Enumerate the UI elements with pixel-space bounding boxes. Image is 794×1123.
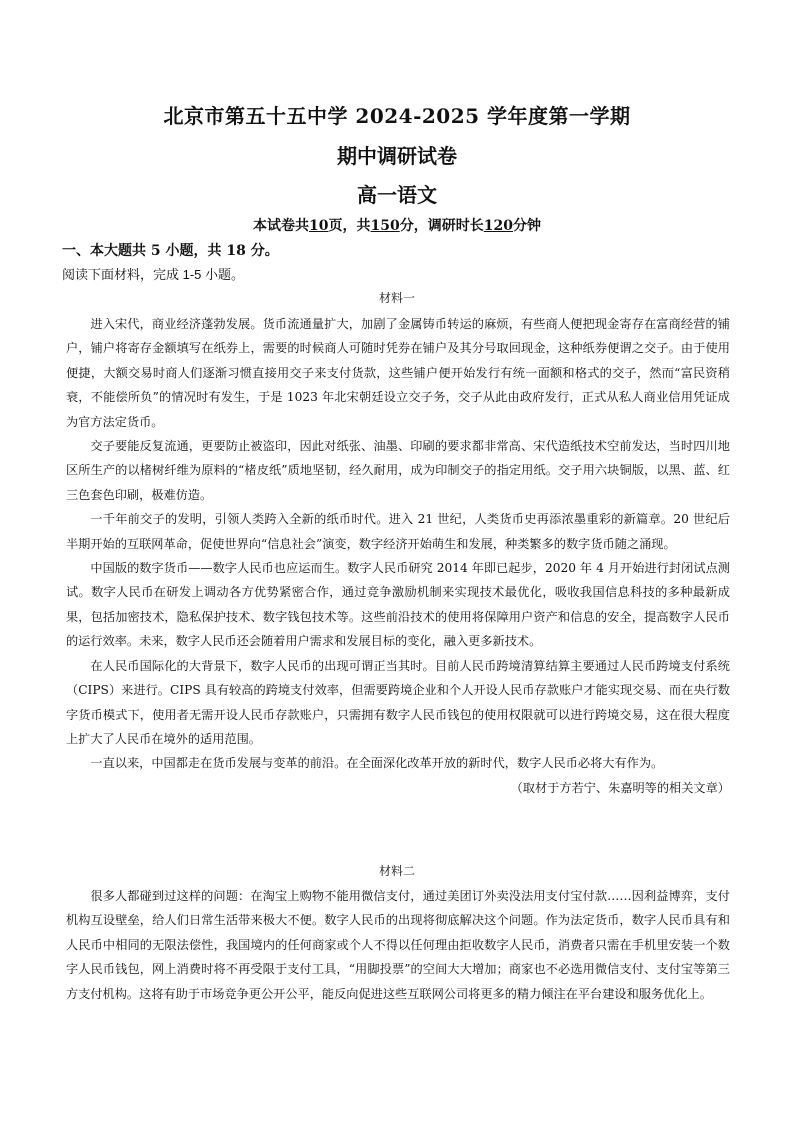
page-count: 10 xyxy=(309,218,329,234)
exam-info xyxy=(0,215,794,235)
exam-title: 期中调研试卷 xyxy=(337,144,457,168)
material-2-label: 材料二 xyxy=(378,864,415,878)
section-instruction: 阅读下面材料，完成 1-5 小题。 xyxy=(62,267,245,282)
info-text-3: 分，调研时长 xyxy=(399,218,484,234)
section-heading: 一、本大题共 5 小题，共 18 分。 xyxy=(62,243,279,259)
paragraph: 很多人都碰到过这样的问题：在淘宝上购物不能用微信支付，通过美团订外卖没法用支付宝付款……因利益博弈，支付机构互设壁垒，给人们日常生活带来极大不便。数字人民币的出现将彻底解决这个问题。作为法定货币，数字人民币具有和人民币中相同的无限法偿性，我国境内的任何商家或个人不得以任何理由拒收数字人民币，消费者只需在手机里安装一个数字人民币钱包，网上消费时将不再受限于支付工具，“用脚投票”的空间大大增加；商家也不必选用微信支付、支付宝等第三方支付机构。这将有助于市场竞争更公开公平，能反向促进这些互联网公司将更多的精力倾注在平台建设和服务优化上。 xyxy=(66,889,730,1001)
duration-minutes: 120 xyxy=(483,218,513,234)
school-title: 北京市第五十五中学 2024-2025 学年度第一学期 xyxy=(163,104,631,128)
paragraph: 一直以来，中国都走在货币发展与变革的前沿。在全面深化改革开放的新时代，数字人民币必将大有作为。 xyxy=(90,756,664,771)
material-1-label: 材料一 xyxy=(378,291,415,305)
total-score: 150 xyxy=(370,218,400,234)
paragraph: 进入宋代，商业经济蓬勃发展。货币流通量扩大，加剧了金属铸币转运的麻烦，有些商人便把现金寄存在富商经营的铺户，铺户将寄存金额填写在纸券上，需要的时候商人可随时凭券在铺户及其分号取回现金，这种纸券便谓之交子。由于使用便捷，大额交易时商人们逐渐习惯直接用交子来支付货款，这些铺户便开始发行有统一面额和格式的交子，然而“富民资稍衰，不能偿所负”的情况时有发生，于是 1023 年北宋朝廷设立交子务，交子从此由政府发行，正式从私人商业信用凭证成为官方法定货币。 xyxy=(66,317,730,429)
paragraph: 在人民币国际化的大背景下，数字人民币的出现可谓正当其时。目前人民币跨境清算结算主要通过人民币跨境支付系统（CIPS）来进行。CIPS 具有较高的跨境支付效率，但需要跨境企业和个人开设人民币存款账户才能实现交易、而在央行数字货币模式下，使用者无需开设人民币存款账户，只需拥有数字人民币钱包的使用权限就可以进行跨境交易，这在很大程度上扩大了人民币在境外的适用范围。 xyxy=(66,658,730,746)
info-text-2: 页，共 xyxy=(328,218,371,234)
paragraph: 一千年前交子的发明，引领人类跨入全新的纸币时代。进入 21 世纪，人类货币史再添浓墨重彩的新篇章。20 世纪后半期开始的互联网革命，促使世界向“信息社会”演变，数字经济开始萌生和发展，种类繁多的数字货币随之涌现。 xyxy=(66,512,730,551)
material-2-body xyxy=(66,884,730,1006)
info-text-4: 分钟 xyxy=(512,218,541,234)
info-text-1: 本试卷共 xyxy=(253,218,310,234)
paragraph: 交子要能反复流通，更要防止被盗印，因此对纸张、油墨、印刷的要求都非常高、宋代造纸技术空前发达，当时四川地区所生产的以楮树纤维为原料的“楮皮纸”质地坚韧，经久耐用，成为印制交子的指定用纸。交子用六块铜版，以黑、蓝、红三色套色印刷，极难仿造。 xyxy=(66,439,730,502)
paragraph: 中国版的数字货币——数字人民币也应运而生。数字人民币研究 2014 年即已起步，2020 年 4 月开始进行封闭试点测试。数字人民币在研发上调动各方优势紧密合作，通过竞争激励机制来实现技术最优化，吸收我国信息科技的多种最新成果，包括加密技术，隐私保护技术、数字钱包技术等。这些前沿技术的使用将保障用户资产和信息的安全，提高数字人民币的运行效率。未来，数字人民币还会随着用户需求和发展目标的变化，融入更多新技术。 xyxy=(66,561,730,649)
subject-title: 高一语文 xyxy=(357,183,437,207)
material-1-body xyxy=(66,312,730,800)
material-1-source: （取材于方若宁、朱嘉明等的相关文章） xyxy=(510,780,730,795)
